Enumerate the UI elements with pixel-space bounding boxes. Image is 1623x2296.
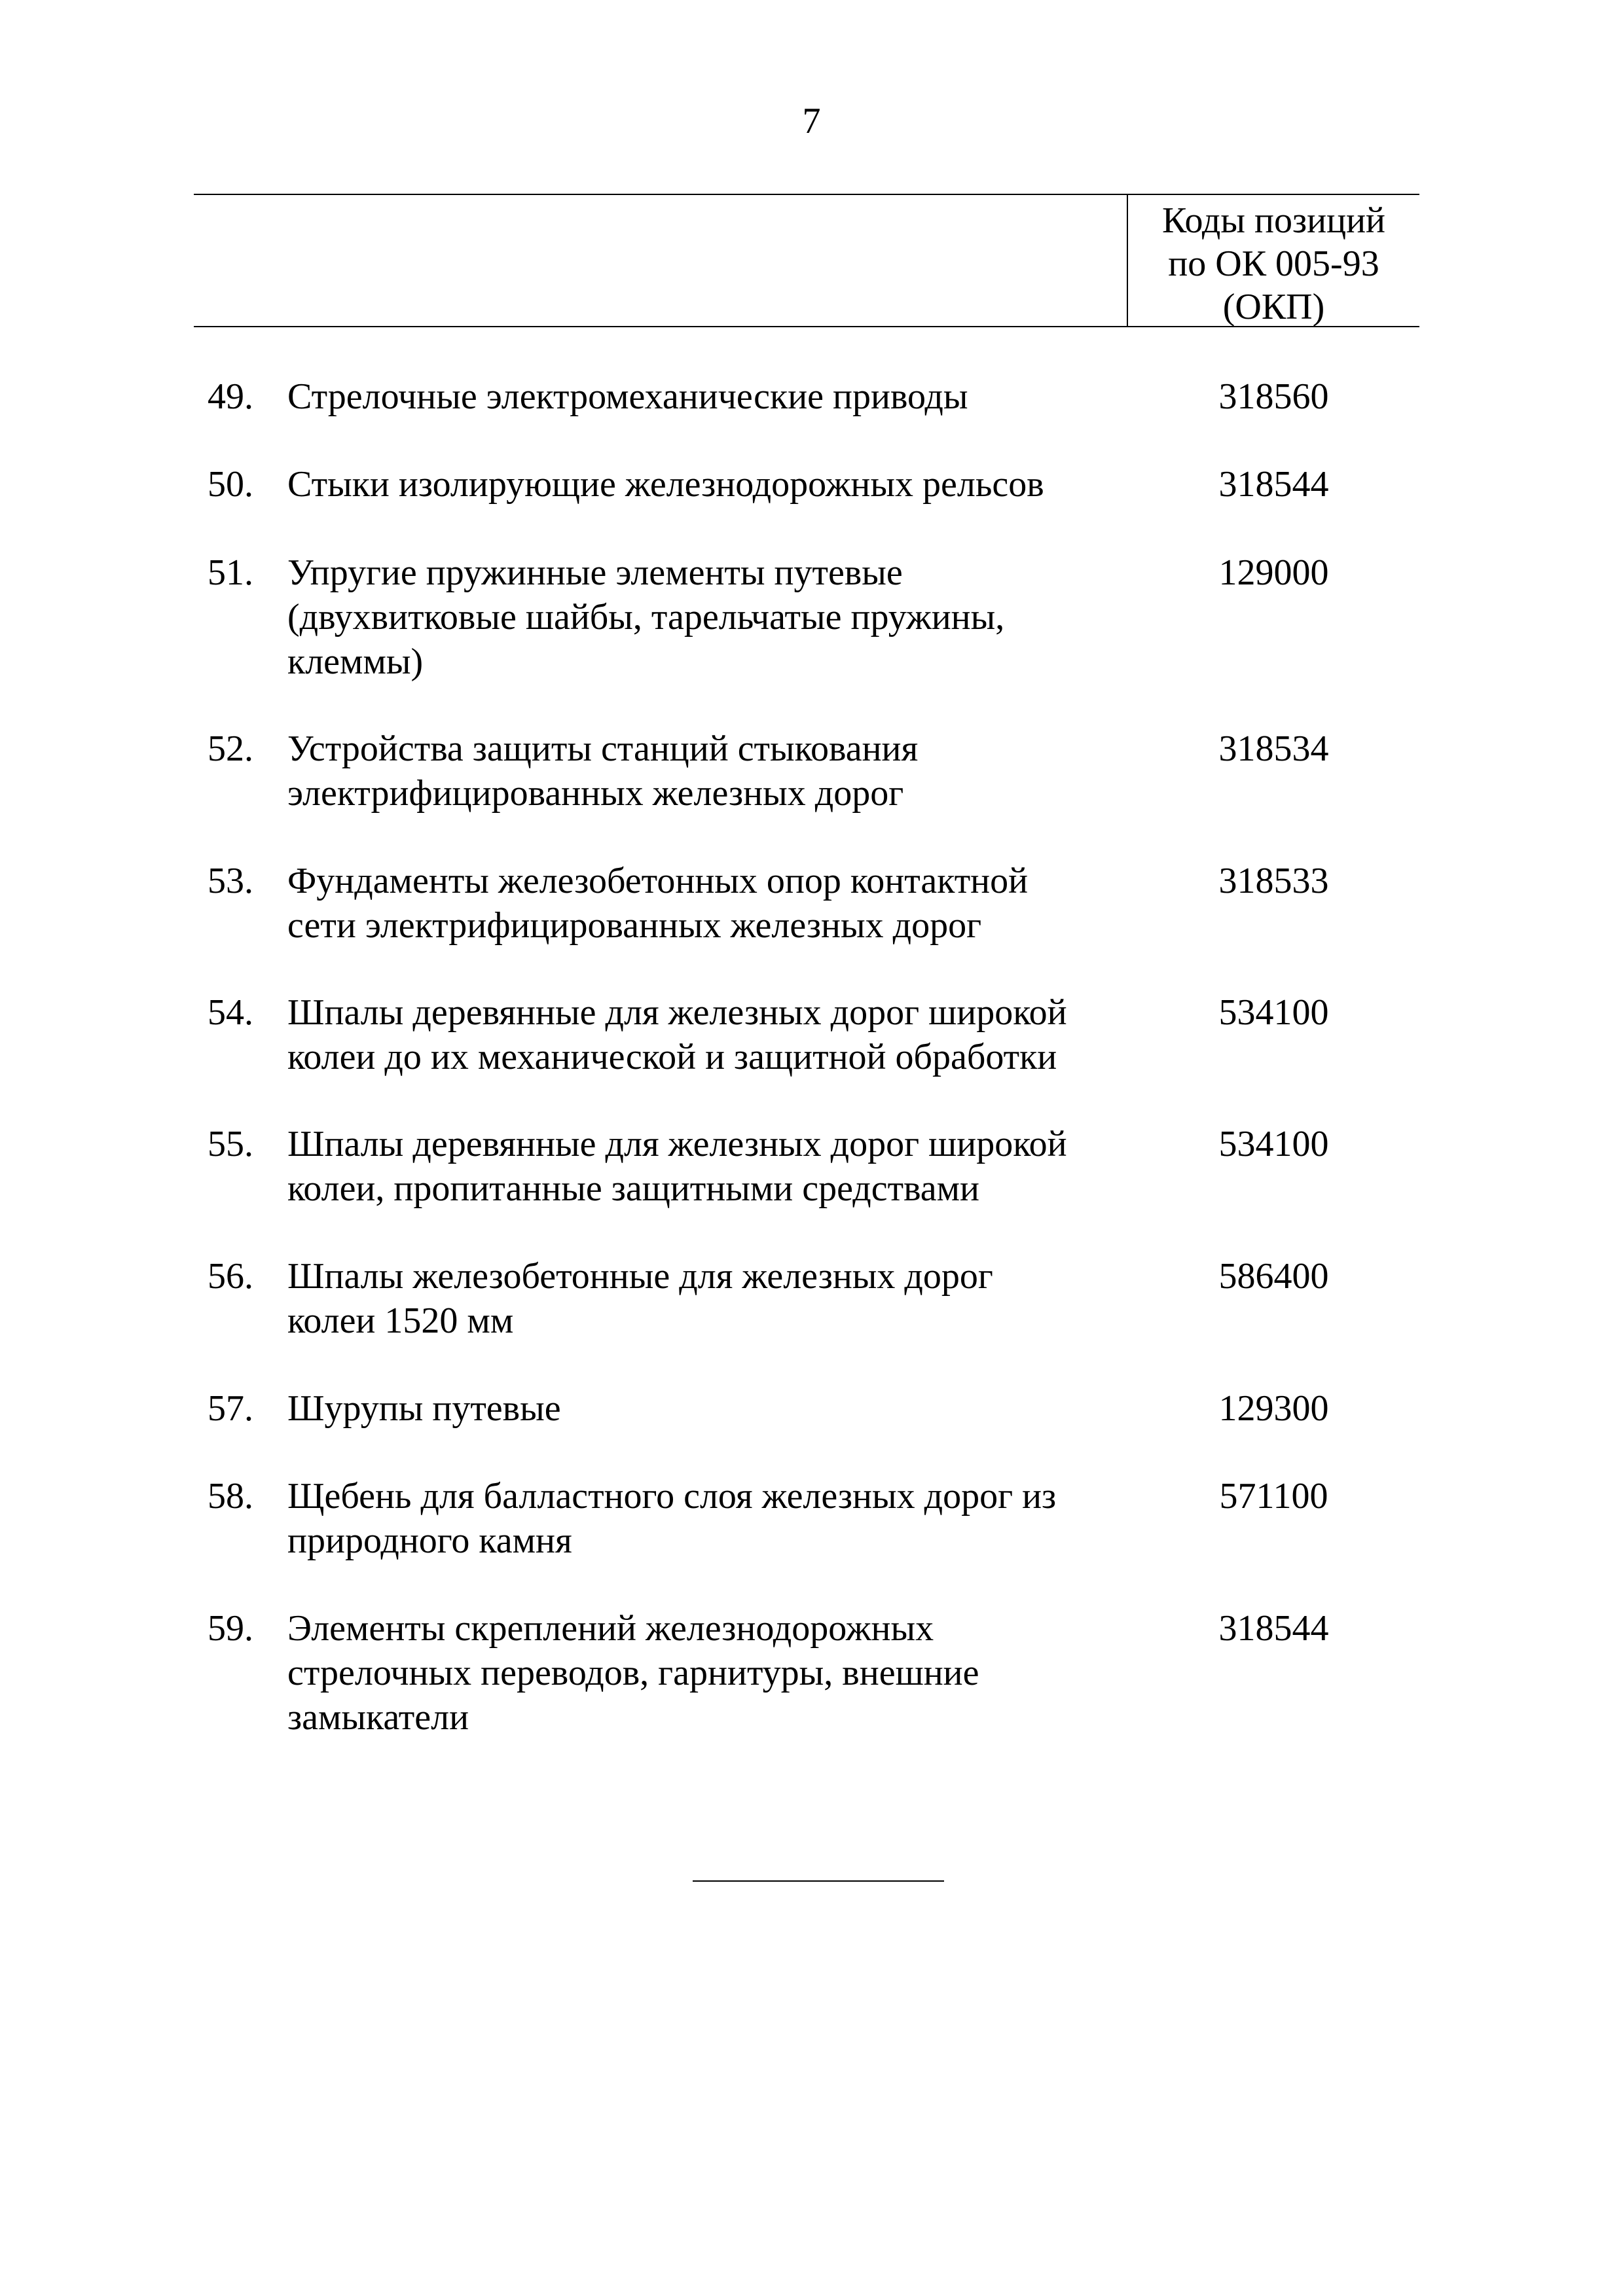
row-description — [287, 1254, 1132, 1343]
row-code: 318544 — [1218, 1608, 1329, 1649]
row-number: 50. — [208, 464, 253, 505]
row-description-line: Упругие пружинные элементы путевые — [287, 552, 903, 593]
row-description-line: Устройства защиты станций стыкования — [287, 728, 919, 769]
row-description-line: Щебень для балластного слоя железных дорог из — [287, 1476, 1057, 1516]
row-number: 59. — [208, 1608, 253, 1649]
row-description — [287, 1606, 1132, 1740]
row-description — [287, 550, 1132, 684]
row-code: 586400 — [1218, 1256, 1329, 1297]
row-description-line: Шпалы железобетонные для железных дорог — [287, 1256, 993, 1297]
row-code: 129000 — [1218, 552, 1329, 593]
row-description-line: стрелочных переводов, гарнитуры, внешние — [287, 1653, 979, 1693]
row-number: 51. — [208, 552, 253, 593]
row-description-line: колеи до их механической и защитной обработки — [287, 1037, 1057, 1077]
row-code: 318533 — [1218, 861, 1329, 901]
row-description — [287, 990, 1132, 1079]
table-header — [194, 194, 1419, 327]
row-number: 57. — [208, 1388, 253, 1429]
row-number: 56. — [208, 1256, 253, 1297]
row-description-line: Элементы скреплений железнодорожных — [287, 1608, 934, 1649]
row-number: 53. — [208, 861, 253, 901]
row-description-line: Стрелочные электромеханические приводы — [287, 376, 968, 417]
row-description — [287, 859, 1132, 948]
row-code: 318560 — [1218, 376, 1329, 417]
row-number: 58. — [208, 1476, 253, 1516]
row-code: 318544 — [1218, 464, 1329, 505]
row-description-line: электрифицированных железных дорог — [287, 773, 904, 814]
row-description — [287, 374, 1132, 419]
row-description-line: Шпалы деревянные для железных дорог широкой — [287, 1124, 1067, 1164]
row-description — [287, 1386, 1132, 1431]
row-description-line: сети электрифицированных железных дорог — [287, 905, 982, 946]
row-description-line: колеи, пропитанные защитными средствами — [287, 1168, 980, 1209]
row-code: 571100 — [1219, 1476, 1328, 1516]
row-description-line: клеммы) — [287, 641, 424, 682]
row-code: 534100 — [1218, 1124, 1329, 1164]
row-number: 54. — [208, 992, 253, 1033]
row-description — [287, 462, 1132, 507]
row-description-line: колеи 1520 мм — [287, 1300, 514, 1341]
row-description — [287, 1122, 1132, 1211]
row-number: 52. — [208, 728, 253, 769]
page-number: 7 — [802, 101, 821, 141]
header-codes-line: (ОКП) — [1222, 287, 1325, 327]
row-code: 534100 — [1218, 992, 1329, 1033]
header-codes-line: Коды позиций — [1161, 200, 1386, 241]
row-code: 129300 — [1218, 1388, 1329, 1429]
row-description — [287, 726, 1132, 816]
header-codes-column — [1128, 199, 1419, 329]
row-number: 55. — [208, 1124, 253, 1164]
row-description-line: (двухвитковые шайбы, тарельчатые пружины, — [287, 597, 1005, 637]
header-codes-line: по ОК 005-93 — [1168, 243, 1379, 284]
row-number: 49. — [208, 376, 253, 417]
row-description-line: замыкатели — [287, 1697, 469, 1738]
end-of-list-rule — [693, 1880, 944, 1882]
row-description-line: Шурупы путевые — [287, 1388, 561, 1429]
row-code: 318534 — [1218, 728, 1329, 769]
row-description-line: Стыки изолирующие железнодорожных рельсов — [287, 464, 1044, 505]
row-description — [287, 1474, 1132, 1563]
row-description-line: природного камня — [287, 1520, 572, 1561]
row-description-line: Фундаменты железобетонных опор контактной — [287, 861, 1029, 901]
row-description-line: Шпалы деревянные для железных дорог широкой — [287, 992, 1067, 1033]
